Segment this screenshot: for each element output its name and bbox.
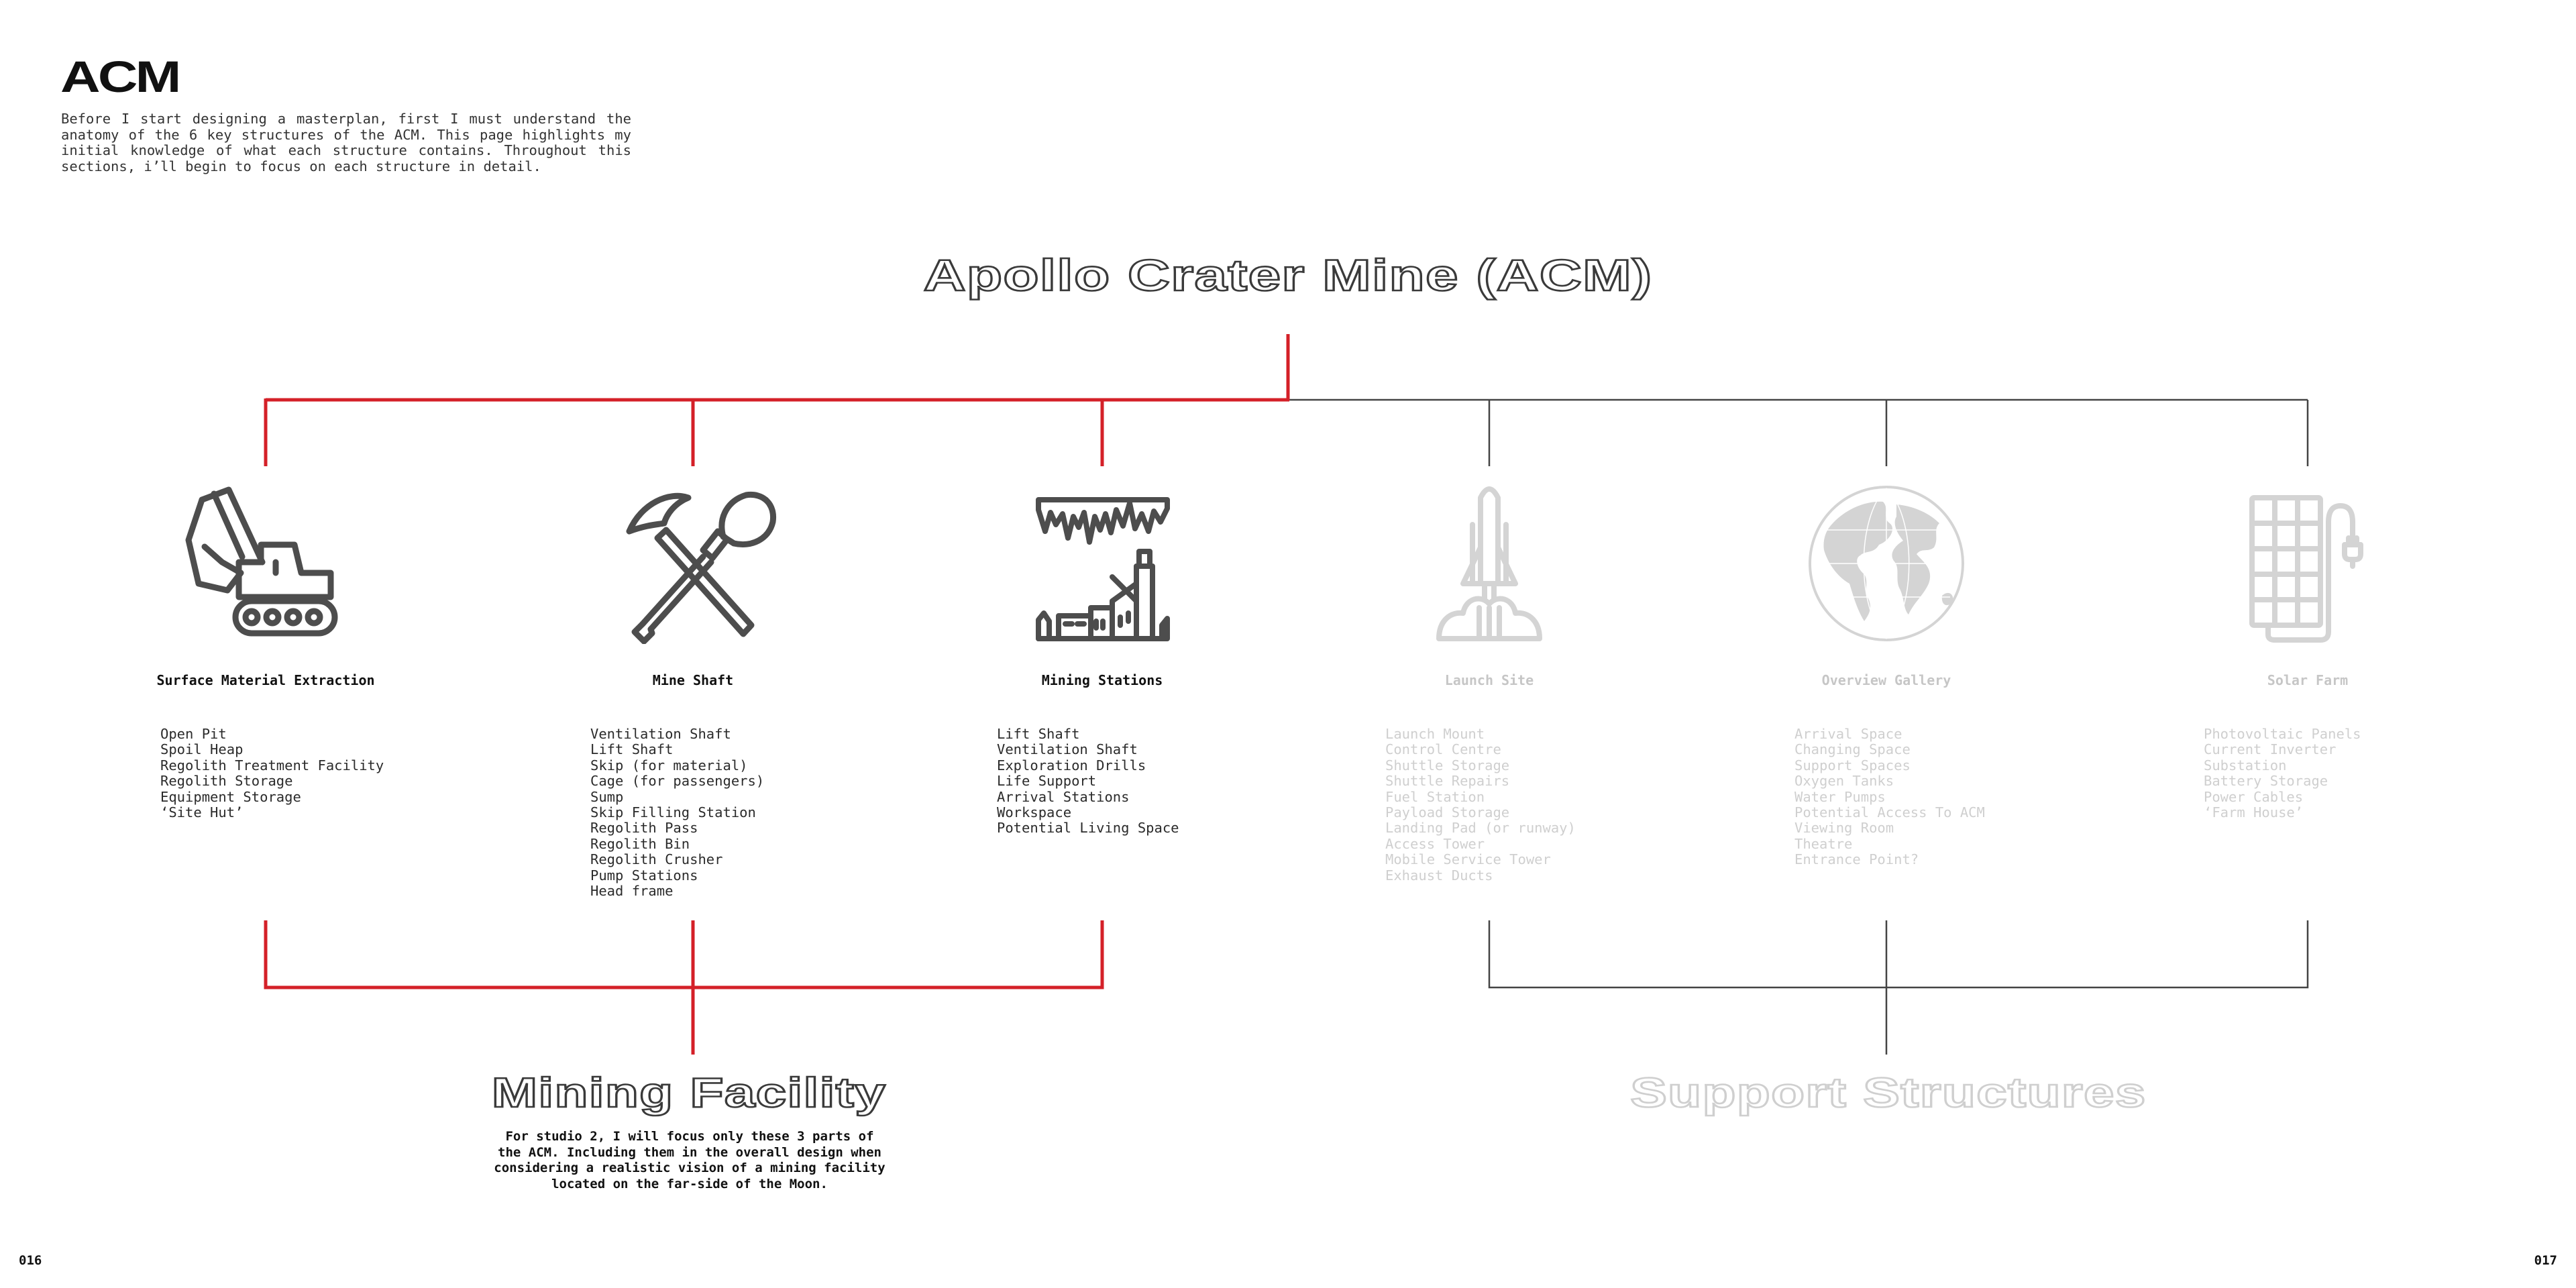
structure-label: Mining Stations — [1041, 672, 1163, 688]
list-item: Exhaust Ducts — [1385, 867, 1493, 883]
list-item: Battery Storage — [2204, 773, 2328, 790]
list-item: Spoil Heap — [160, 741, 244, 758]
list-item: Fuel Station — [1385, 788, 1485, 805]
list-item: Arrival Space — [1794, 726, 1902, 742]
list-item: Landing Pad (or runway) — [1385, 820, 1576, 837]
structure-label: Launch Site — [1444, 672, 1534, 688]
list-item: Power Cables — [2204, 788, 2304, 805]
list-item: Substation — [2204, 757, 2287, 773]
list-item: Skip Filling Station — [590, 804, 756, 821]
list-item: Shuttle Storage — [1385, 757, 1510, 773]
list-item: Potential Access To ACM — [1794, 804, 1985, 821]
list-item: Regolith Treatment Facility — [160, 757, 384, 773]
list-item: Launch Mount — [1385, 726, 1485, 742]
list-item: Regolith Pass — [590, 820, 698, 837]
structure-label: Surface Material Extraction — [156, 672, 375, 688]
solar-panel-icon — [2217, 483, 2398, 644]
list-item: Workspace — [997, 804, 1072, 821]
list-item: Regolith Bin — [590, 835, 690, 852]
list-item: Arrival Stations — [997, 788, 1130, 805]
structure-item-list — [160, 727, 384, 820]
page-number-left: 016 — [19, 1253, 42, 1268]
list-item: Changing Space — [1794, 741, 1911, 758]
list-item: Head frame — [590, 883, 674, 900]
structure-label: Mine Shaft — [652, 672, 734, 688]
pick-and-shovel-icon — [602, 483, 784, 644]
list-item: Shuttle Repairs — [1385, 773, 1510, 790]
structure-item-list — [1794, 727, 1985, 868]
top-tree-grey — [1288, 400, 2308, 466]
list-item: Cage (for passengers) — [590, 773, 765, 790]
list-item: Ventilation Shaft — [997, 741, 1138, 758]
intro-paragraph: Before I start designing a masterplan, first I must understand the anatomy of the 6 key structures of the ACM. This page highlights my initial knowledge of what each structure contains. Throughout this sections, i’ll begin to focus on each structure in detail. — [61, 111, 631, 174]
bottom-tree-grey — [1489, 920, 2308, 1055]
underground-station-icon — [1012, 483, 1193, 644]
main-title: Apollo Crater Mine (ACM) — [923, 250, 1653, 300]
list-item: Skip (for material) — [590, 757, 748, 773]
structure-item-list — [1385, 727, 1576, 883]
list-item: Life Support — [997, 773, 1097, 790]
list-item: ‘Site Hut’ — [160, 804, 244, 821]
structure-label: Overview Gallery — [1821, 672, 1951, 688]
list-item: Exploration Drills — [997, 757, 1146, 773]
structure-item-list — [590, 727, 764, 899]
list-item: Current Inverter — [2204, 741, 2337, 758]
list-item: Viewing Room — [1794, 820, 1894, 837]
list-item: Access Tower — [1385, 835, 1485, 852]
list-item: Sump — [590, 788, 624, 805]
list-item: Support Spaces — [1794, 757, 1911, 773]
page-number-right: 017 — [2534, 1253, 2557, 1268]
structure-item-list — [2204, 727, 2361, 820]
bottom-tree-red — [266, 920, 1102, 1055]
structure-item-list — [997, 727, 1179, 837]
list-item: Water Pumps — [1794, 788, 1886, 805]
top-tree-red — [266, 334, 1289, 466]
list-item: Regolith Crusher — [590, 851, 723, 868]
list-item: Payload Storage — [1385, 804, 1510, 821]
list-item: Photovoltaic Panels — [2204, 726, 2361, 742]
mining-facility-title: Mining Facility — [491, 1070, 887, 1116]
list-item: Control Centre — [1385, 741, 1501, 758]
list-item: Ventilation Shaft — [590, 726, 731, 742]
structure-label: Solar Farm — [2267, 672, 2349, 688]
list-item: Pump Stations — [590, 867, 698, 883]
list-item: Lift Shaft — [997, 726, 1080, 742]
list-item: Regolith Storage — [160, 773, 293, 790]
list-item: ‘Farm House’ — [2204, 804, 2304, 821]
list-item: Open Pit — [160, 726, 227, 742]
mining-facility-description: For studio 2, I will focus only these 3 parts of the ACM. Including them in the overall design when considering a realistic vision of a mining facility located on the far-side of the Moon. — [494, 1129, 885, 1191]
excavator-icon — [175, 483, 356, 644]
globe-icon — [1796, 483, 1977, 644]
list-item: Theatre — [1794, 835, 1853, 852]
list-item: Mobile Service Tower — [1385, 851, 1551, 868]
list-item: Potential Living Space — [997, 820, 1179, 837]
list-item: Equipment Storage — [160, 788, 301, 805]
page-heading: ACM — [60, 52, 179, 101]
list-item: Oxygen Tanks — [1794, 773, 1894, 790]
support-structures-title: Support Structures — [1630, 1070, 2147, 1116]
space-shuttle-icon — [1399, 483, 1580, 644]
list-item: Entrance Point? — [1794, 851, 1919, 868]
list-item: Lift Shaft — [590, 741, 674, 758]
